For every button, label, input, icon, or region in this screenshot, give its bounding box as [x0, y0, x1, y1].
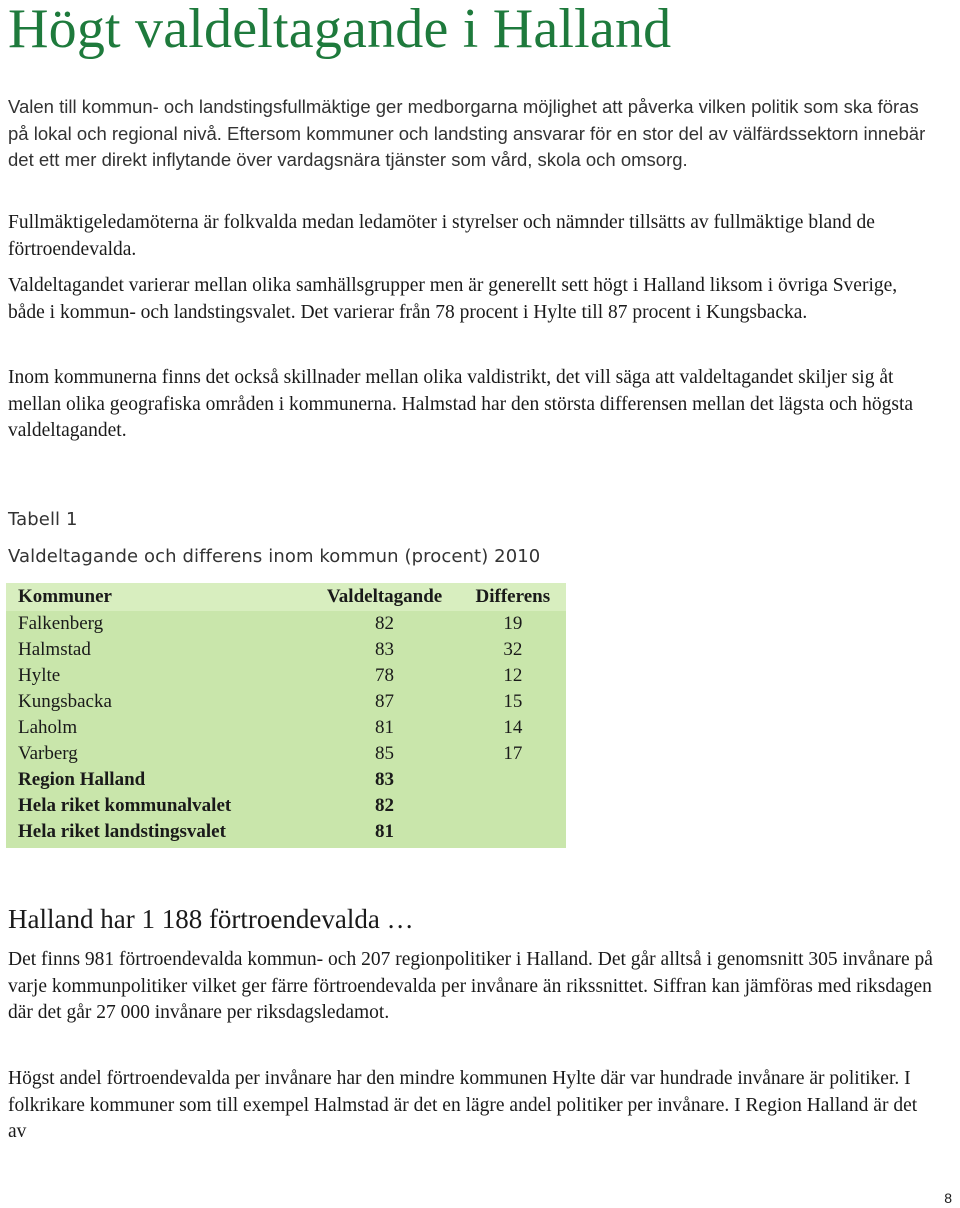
table-row: [6, 611, 566, 637]
cell-kommun: Halmstad: [18, 639, 91, 660]
cell-valdeltagande: 85: [375, 743, 395, 764]
cell-differens: 17: [503, 743, 523, 764]
section-heading-fortroendevalda: Halland har 1 188 förtroendevalda …: [8, 904, 414, 934]
paragraph-fortroendevalda: Det finns 981 förtroendevalda kommun- och 207 regionpolitiker i Halland. Det går alltså i genomsnitt 305 invånare på varje kommunpolitiker vilket ger färre förtroendevalda per invånare än rikssnittet. Siffran kan jämföras med riksdagen där det går 27 000 invånare per riksdagsledamot.: [8, 949, 933, 1023]
table-caption: Valdeltagande och differens inom kommun (procent) 2010: [8, 546, 541, 567]
paragraph-andel: Högst andel förtroendevalda per invånare har den mindre kommunen Hylte där var hundrade invånare är politiker. I folkrikare kommuner som till exempel Halmstad är det en lägre andel politiker per invånare. I Region Halland är det av: [8, 1068, 918, 1142]
cell-kommun: Varberg: [18, 743, 78, 764]
cell-summary-value: 82: [375, 795, 395, 816]
header-differens: Differens: [475, 586, 551, 607]
cell-summary-diff: [460, 793, 566, 819]
cell-valdeltagande: 78: [375, 665, 395, 686]
cell-summary-label: Hela riket landstingsvalet: [18, 821, 226, 842]
cell-valdeltagande: 83: [375, 639, 395, 660]
header-valdeltagande: Valdeltagande: [326, 586, 443, 607]
paragraph-fullmaktige: Fullmäktigeledamöterna är folkvalda medan ledamöter i styrelser och nämnder tillsätts av fullmäktige bland de förtroendevalda.: [8, 212, 875, 260]
page-title: Högt valdeltagande i Halland: [8, 0, 672, 60]
table-row: [6, 637, 566, 663]
cell-valdeltagande: 81: [375, 717, 395, 738]
cell-summary-value: 81: [375, 821, 395, 842]
table-row: [6, 663, 566, 689]
cell-differens: 15: [503, 691, 523, 712]
cell-summary-diff: [460, 819, 566, 845]
paragraph-valdeltagande: Valdeltagandet varierar mellan olika samhällsgrupper men är generellt sett högt i Halland liksom i övriga Sverige, både i kommun- och landstingsvalet. Det varierar från 78 procent i Hylte till 87 procent i Kungsbacka.: [8, 275, 898, 323]
cell-summary-label: Hela riket kommunalvalet: [18, 795, 232, 816]
table-row: [6, 741, 566, 767]
intro-paragraph: Valen till kommun- och landstingsfullmäktige ger medborgarna möjlighet att påverka vilken politik som ska föras på lokal och regional nivå. Eftersom kommuner och landsting ansvarar för en stor del av välfärdssektorn innebär det ett mer direkt inflytande över vardagsnära tjänster som vård, skola och omsorg.: [8, 96, 926, 170]
header-kommuner: Kommuner: [18, 586, 112, 607]
cell-differens: 19: [503, 613, 523, 634]
cell-differens: 32: [503, 639, 523, 660]
cell-kommun: Hylte: [18, 665, 61, 686]
table-summary-row: [6, 793, 566, 819]
table-header-row: [6, 583, 566, 611]
table-summary-row: [6, 819, 566, 845]
cell-summary-label: Region Halland: [18, 769, 146, 790]
cell-summary-diff: [460, 767, 566, 793]
cell-kommun: Laholm: [18, 717, 78, 738]
cell-kommun: Kungsbacka: [18, 691, 112, 712]
valdeltagande-table: [6, 583, 566, 848]
cell-valdeltagande: 82: [375, 613, 395, 634]
paragraph-valdistrikt: Inom kommunerna finns det också skillnader mellan olika valdistrikt, det vill säga att valdeltagandet skiljer sig åt mellan olika geografiska områden i kommunerna. Halmstad har den största differensen mellan det lägsta och högsta valdeltagandet.: [8, 367, 914, 441]
table-row: [6, 689, 566, 715]
page-number: 8: [944, 1190, 952, 1206]
cell-differens: 12: [503, 665, 523, 686]
cell-summary-value: 83: [375, 769, 395, 790]
table-row: [6, 715, 566, 741]
table-label: Tabell 1: [8, 509, 78, 530]
cell-kommun: Falkenberg: [18, 613, 104, 634]
cell-differens: 14: [503, 717, 523, 738]
table-summary-row: [6, 767, 566, 793]
cell-valdeltagande: 87: [375, 691, 395, 712]
